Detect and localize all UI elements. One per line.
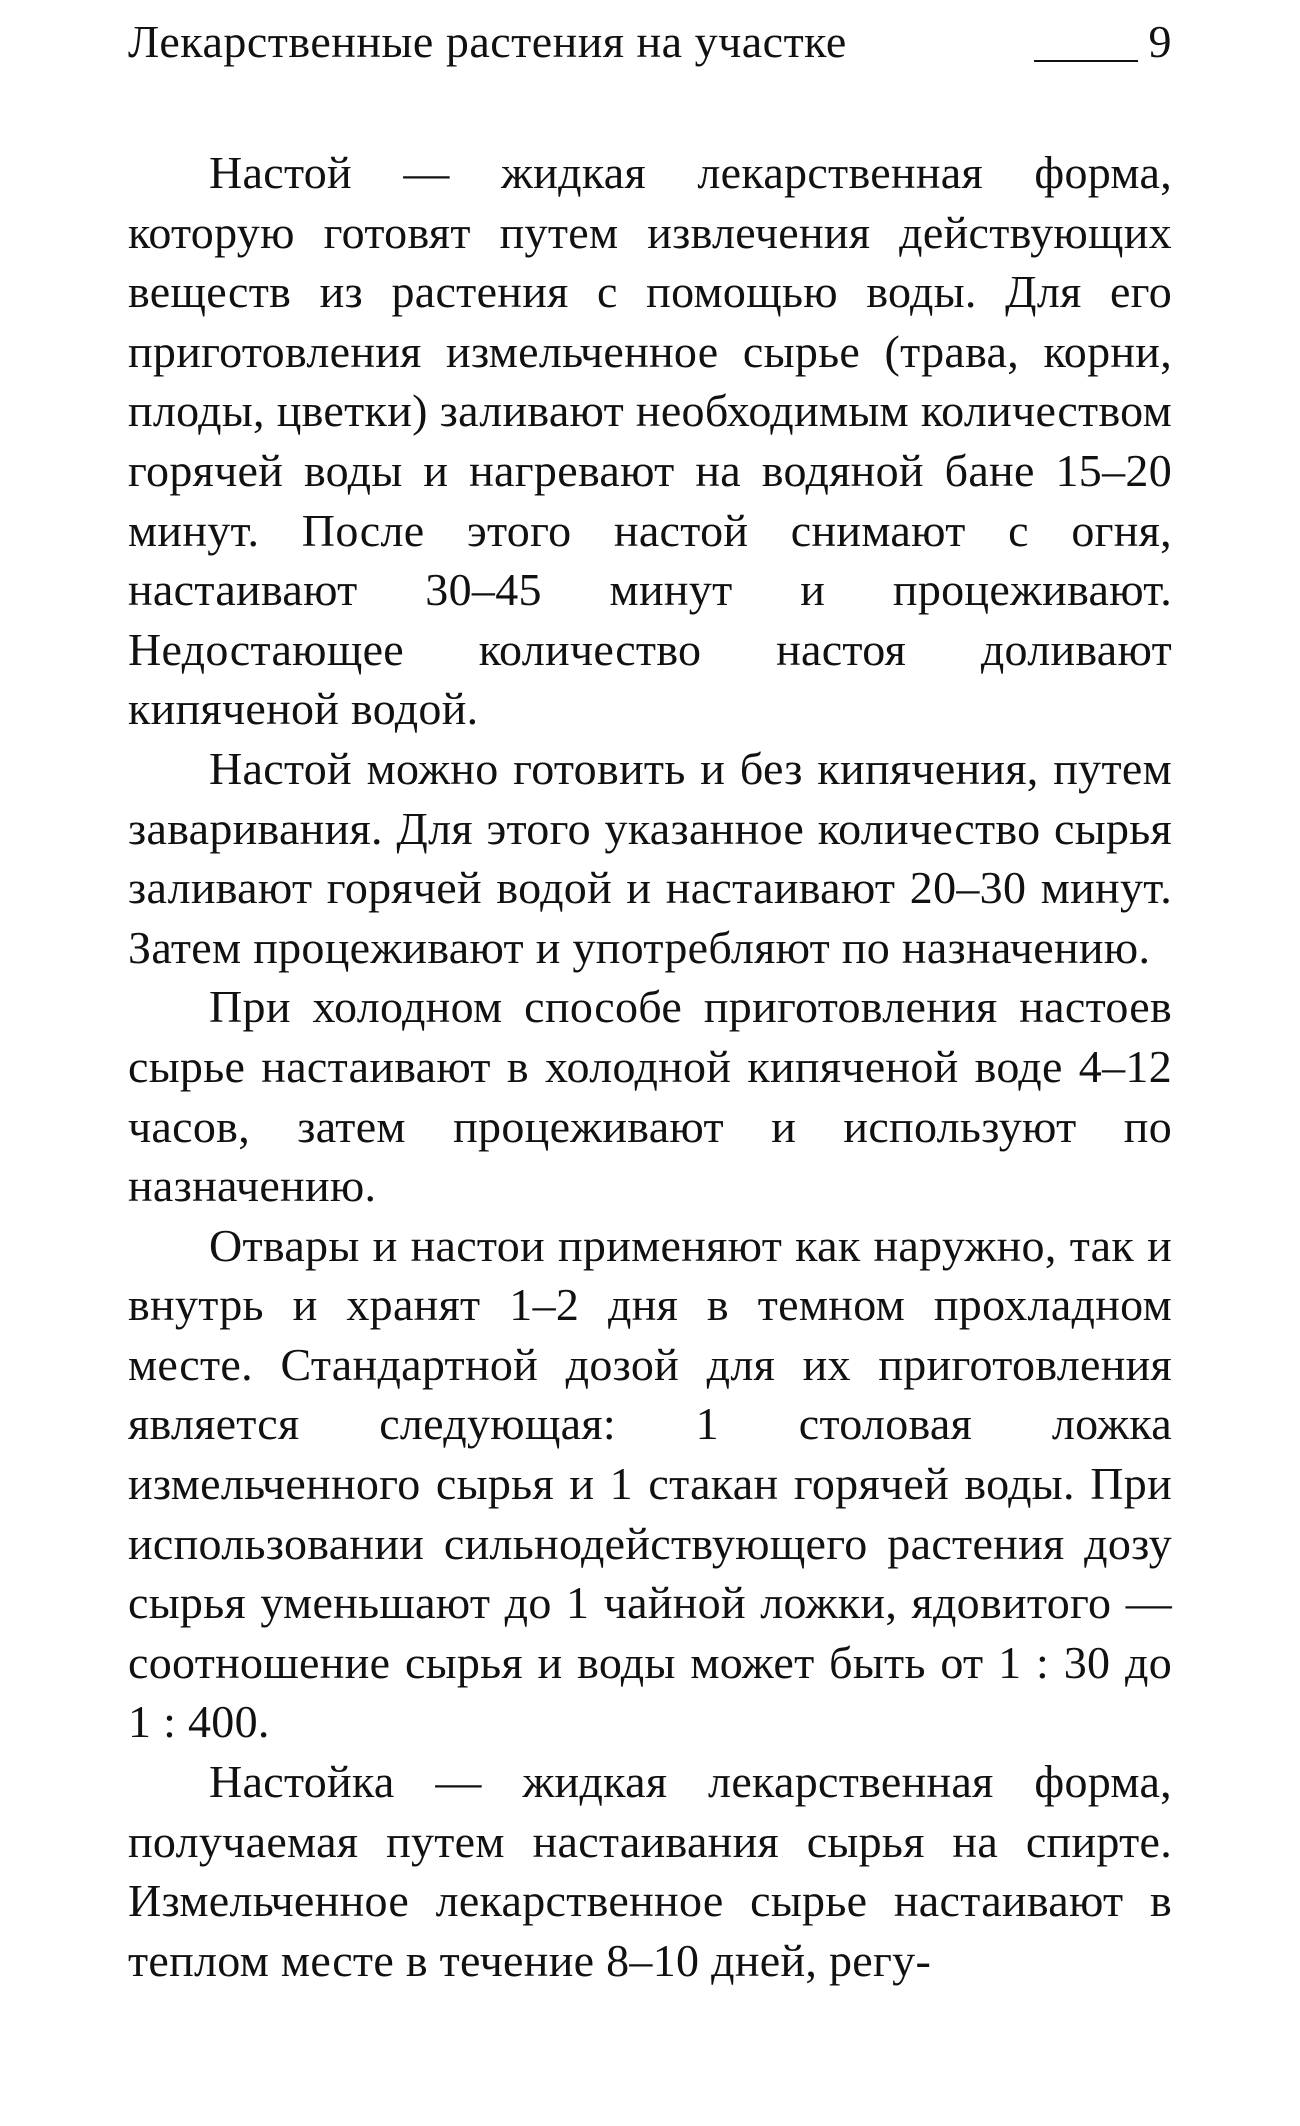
paragraph-cold-method: При холодном способе приготовления настоев сырье настаивают в холодной кипяченой воде 4–12 часов, затем процеживают и используют по назначению. (128, 981, 1172, 1212)
paragraph-storage-and-dosage: Отвары и настои применяют как наружно, так и внутрь и хранят 1–2 дня в темном прохладном месте. Стандартной дозой для их приготовления является следующая: 1 столовая ложка измельченного сырья и 1 стакан горячей воды. При использовании сильнодействующего растения дозу сырья уменьшают до 1 чайной ложки, ядовитого — соотношение сырья и воды может быть от 1 : 30 до 1 : 400. (128, 1219, 1172, 1748)
paragraph-infusion-without-boiling: Настой можно готовить и без кипячения, путем заваривания. Для этого указанное количество сырья заливают горячей водой и настаивают 20–30 минут. Затем процеживают и употребляют по назначению. (128, 742, 1172, 973)
header-rule (1034, 60, 1138, 62)
page-number: 9 (1148, 16, 1172, 67)
paragraph-infusion-definition: Настой — жидкая лекарственная форма, которую готовят путем извлечения действующих веществ из растения с помощью воды. Для его приготовления измельченное сырье (трава, корни, плоды, цветки) заливают необходимым количеством горячей воды и нагревают на водяной бане 15–20 минут. После этого настой снимают с огня, настаивают 30–45 минут и процеживают. Недостающее количество настоя доливают кипяченой водой. (128, 147, 1172, 735)
book-page (128, 0, 1172, 2126)
running-header (128, 6, 1172, 78)
running-header-title: Лекарственные растения на участке (128, 16, 847, 67)
paragraph-tincture-definition: Настойка — жидкая лекарственная форма, получаемая путем настаивания сырья на спирте. Измельченное лекарственное сырье настаивают в теплом месте в течение 8–10 дней, регу- (128, 1756, 1172, 1986)
body-text (128, 143, 1172, 1990)
